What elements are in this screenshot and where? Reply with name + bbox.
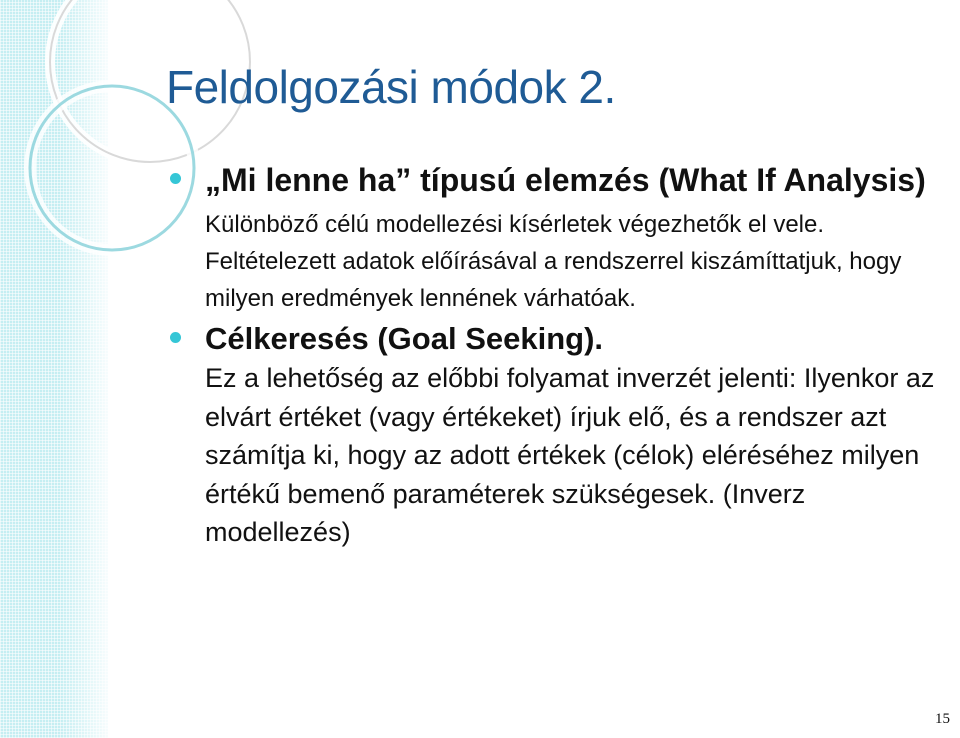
bullet-dot-icon [170, 173, 181, 184]
slide-title: Feldolgozási módok 2. [166, 61, 616, 113]
bullet-dot-icon [170, 332, 181, 343]
bullet-item-what-if [170, 160, 950, 200]
bullet-heading: Célkeresés (Goal Seeking). [205, 321, 604, 356]
bullet-body: Különböző célú modellezési kísérletek végezhetők el vele. Feltételezett adatok előírásával a rendszerrel kiszámíttatjuk, hogy milyen eredmények lennének várhatóak. [205, 211, 902, 312]
bullet-item-goal-seeking [170, 319, 950, 359]
slide-content [170, 160, 950, 552]
bullet-body: Ez a lehetőség az előbbi folyamat inverzét jelenti: Ilyenkor az elvárt értéket (vagy értékeket) írjuk elő, és a rendszer azt számítja ki, hogy az adott értékek (célok) eléréséhez milyen értékű bemenő paraméterek szükségesek. (Inverz modellezés) [205, 363, 935, 547]
bullet-heading: „Mi lenne ha” típusú elemzés (What If Analysis) [205, 162, 926, 198]
page-number: 15 [935, 711, 950, 727]
